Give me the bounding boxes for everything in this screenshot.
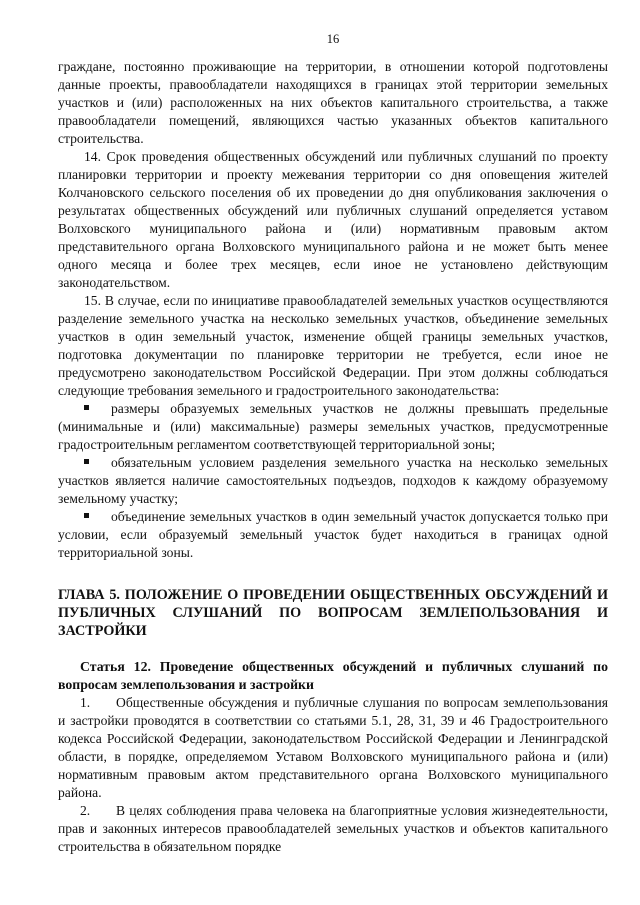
bullet-item [58, 400, 608, 454]
paragraph-continuation: граждане, постоянно проживающие на территории, в отношении которой подготовлены данные проекты, правообладатели находящихся в границах этой территории земельных участков и (или) расположенных на них объектов капитального строительства, а также правообладатели помещений, являющихся частью указанных объектов капитального строительства. [58, 59, 608, 146]
article-heading: Статья 12. Проведение общественных обсуждений и публичных слушаний по вопросам землепользования и застройки [58, 659, 608, 692]
chapter-heading: ГЛАВА 5. ПОЛОЖЕНИЕ О ПРОВЕДЕНИИ ОБЩЕСТВЕННЫХ ОБСУЖДЕНИЙ И ПУБЛИЧНЫХ СЛУШАНИЙ ПО ВОПРОСАМ ЗЕМЛЕПОЛЬЗОВАНИЯ И ЗАСТРОЙКИ [58, 587, 608, 639]
article-item-number: 2. [80, 803, 91, 818]
bullet-icon [84, 459, 89, 464]
paragraph-14: 14. Срок проведения общественных обсуждений или публичных слушаний по проекту планировки территории и проекту межевания территории со дня оповещения жителей Колчановского сельского поселения об их проведении до дня опубликования заключения о результатах общественных обсуждений или публичных слушаний определяется уставом Волховского муниципального района и (или) нормативным правовым актом представительного органа Волховского муниципального района и не может быть менее одного месяца и более трех месяцев, если иное не установлено действующим законодательством. [58, 149, 608, 290]
bullet-text: объединение земельных участков в один земельный участок допускается только при условии, если образуемый земельный участок будет находиться в границах одной территориальной зоны. [58, 509, 608, 560]
article-item-number: 1. [80, 695, 91, 710]
article-item [58, 802, 608, 856]
bullet-item [58, 508, 608, 562]
bullet-text: размеры образуемых земельных участков не должны превышать предельные (минимальные и (или) максимальные) размеры земельных участков, предусмотренные градостроительным регламентом соответствующей территориальной зоны; [58, 401, 608, 452]
paragraph-15: 15. В случае, если по инициативе правообладателей земельных участков осуществляются разделение земельного участка на несколько земельных участков, объединение земельных участков в один земельный участок, изменение общей границы земельных участков, подготовка документации по планировке территории не требуется, если иное не предусмотрено законодательством Российской Федерации. При этом должны соблюдаться следующие требования земельного и градостроительного законодательства: [58, 293, 608, 398]
bullet-icon [84, 405, 89, 410]
document-body [58, 58, 608, 856]
bullet-item [58, 454, 608, 508]
article-item-text: В целях соблюдения права человека на благоприятные условия жизнедеятельности, прав и законных интересов правообладателей земельных участков и объектов капитального строительства в обязательном порядке [58, 803, 608, 854]
bullet-icon [84, 513, 89, 518]
article-item-text: Общественные обсуждения и публичные слушания по вопросам землепользования и застройки проводятся в соответствии со статьями 5.1, 28, 31, 39 и 46 Градостроительного кодекса Российской Федерации, законодательством Российской Федерации и Ленинградской области, в порядке, определяемом Уставом Волховского муниципального района и (или) нормативным правовым актом представительного органа Волховского муниципального района. [58, 695, 608, 800]
bullet-text: обязательным условием разделения земельного участка на несколько земельных участков является наличие самостоятельных подъездов, подходов к каждому образуемому земельному участку; [58, 455, 608, 506]
page-number: 16 [326, 32, 340, 46]
article-item [58, 694, 608, 802]
